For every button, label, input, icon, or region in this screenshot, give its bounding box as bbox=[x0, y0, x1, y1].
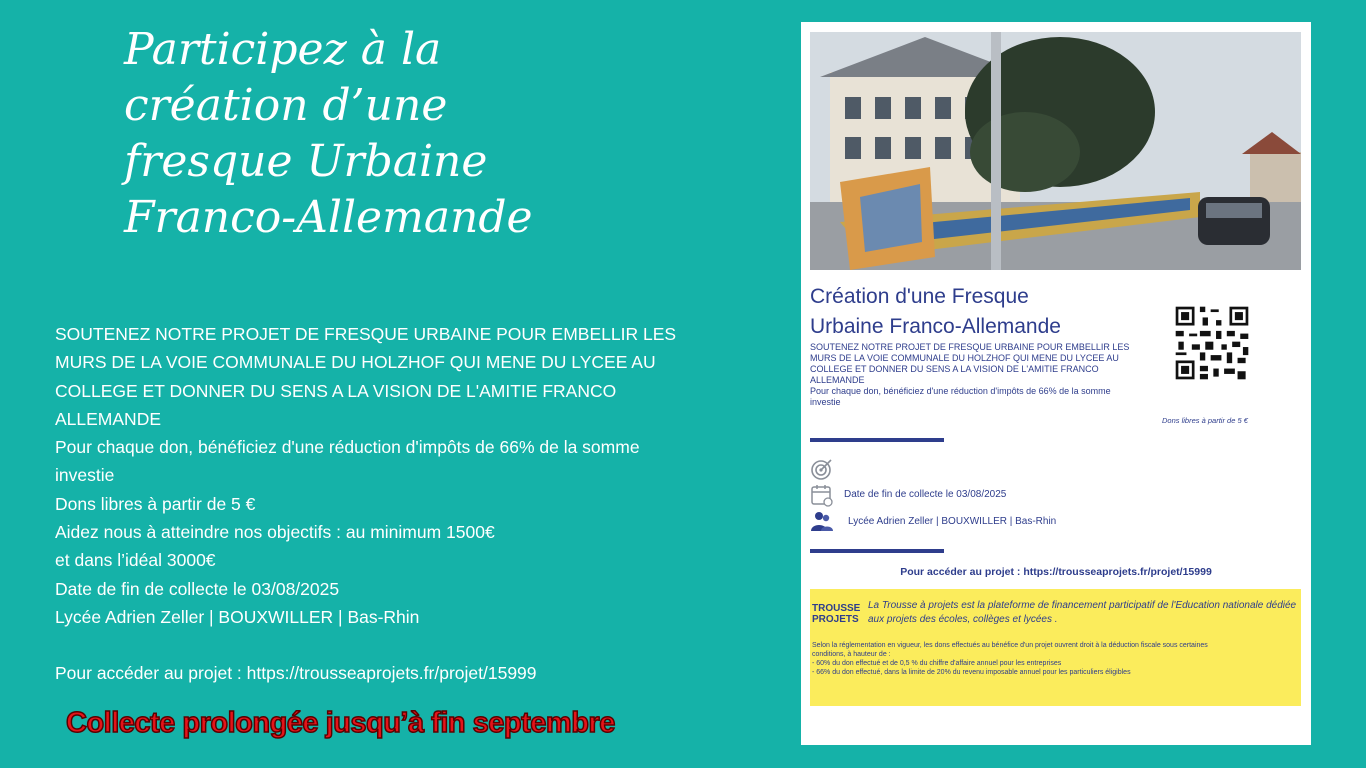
street-photo-illustration bbox=[810, 32, 1301, 270]
trousse-description: La Trousse à projets est la plateforme de financement participatif de l'Education nationale dédiée aux projets des écoles, collèges et lycées . bbox=[868, 600, 1297, 625]
tax-notice bbox=[812, 641, 1297, 677]
headline-line: création d’une bbox=[124, 80, 448, 131]
lycee-text: Lycée Adrien Zeller | BOUXWILLER | Bas-Rhin bbox=[848, 516, 1057, 527]
tax-notice-line: - 60% du don effectué et de 0,5 % du chiffre d'affaire annuel pour les entreprises bbox=[812, 660, 1062, 667]
target-icon bbox=[810, 457, 834, 481]
extension-banner: Collecte prolongée jusqu’à fin septembre bbox=[66, 707, 615, 739]
description-line: MURS DE LA VOIE COMMUNALE DU HOLZHOF QUI MENE DU LYCEE AU bbox=[55, 352, 656, 373]
tax-notice-line: - 66% du don effectué, dans la limite de 20% du revenu imposable annuel pour les particuliers éligibles bbox=[812, 669, 1131, 676]
tax-notice-line: conditions, à hauteur de : bbox=[812, 651, 891, 658]
description-line: et dans l’idéal 3000€ bbox=[55, 550, 216, 571]
description-line: investie bbox=[55, 465, 115, 486]
divider bbox=[810, 549, 944, 553]
description-line: SOUTENEZ NOTRE PROJET DE FRESQUE URBAINE POUR EMBELLIR LES bbox=[55, 324, 677, 344]
logo-line: TROUSSE bbox=[812, 603, 861, 614]
trousse-info-box bbox=[810, 589, 1301, 706]
headline-line: Franco-Allemande bbox=[124, 192, 533, 243]
poster-title-line: Urbaine Franco-Allemande bbox=[810, 315, 1061, 338]
poster-title-line: Création d'une Fresque bbox=[810, 285, 1029, 308]
qr-code-icon bbox=[1171, 304, 1253, 382]
date-text: Date de fin de collecte le 03/08/2025 bbox=[844, 489, 1007, 500]
users-icon bbox=[810, 509, 834, 533]
description-line: COLLEGE ET DONNER DU SENS A LA VISION DE L'AMITIE FRANCO bbox=[55, 380, 617, 401]
poster-description-line: Pour chaque don, bénéficiez d'une réduction d'impôts de 66% de la somme bbox=[810, 386, 1111, 396]
poster-description-line: MURS DE LA VOIE COMMUNALE DU HOLZHOF QUI MENE DU LYCEE AU bbox=[810, 353, 1119, 363]
description-line: Dons libres à partir de 5 € bbox=[55, 493, 256, 514]
headline bbox=[124, 22, 684, 246]
description-line: Date de fin de collecte le 03/08/2025 bbox=[55, 578, 340, 599]
street-photo bbox=[810, 32, 1301, 270]
description-line: ALLEMANDE bbox=[55, 408, 162, 429]
poster-description-line: COLLEGE ET DONNER DU SENS A LA VISION DE L'AMITIE FRANCO bbox=[810, 364, 1099, 374]
poster-description bbox=[810, 342, 1170, 408]
headline-line: Participez à la bbox=[124, 24, 442, 75]
project-link-text: Pour accéder au projet : https://trousseaprojets.fr/projet/15999 bbox=[55, 663, 537, 684]
poster bbox=[801, 22, 1311, 745]
poster-project-link[interactable]: Pour accéder au projet : https://trousseaprojets.fr/projet/15999 bbox=[900, 566, 1212, 578]
tax-notice-line: Selon la réglementation en vigueur, les dons effectués au bénéfice d'un projet ouvrent droit à la déduction fiscale sous certaines bbox=[812, 642, 1208, 649]
poster-title bbox=[810, 282, 1061, 342]
spacer bbox=[55, 631, 755, 659]
poster-description-line: ALLEMANDE bbox=[810, 375, 865, 385]
description-line: Aidez nous à atteindre nos objectifs : au minimum 1500€ bbox=[55, 522, 495, 543]
description-line: Pour chaque don, bénéficiez d'une réduction d'impôts de 66% de la somme bbox=[55, 437, 640, 458]
trousse-logo bbox=[812, 603, 862, 631]
dons-note: Dons libres à partir de 5 € bbox=[1162, 416, 1248, 425]
description bbox=[55, 320, 755, 688]
poster-description-line: investie bbox=[810, 397, 841, 407]
objectives-text bbox=[844, 457, 1164, 469]
divider bbox=[810, 438, 944, 442]
calendar-icon bbox=[810, 483, 834, 507]
description-line: Lycée Adrien Zeller | BOUXWILLER | Bas-Rhin bbox=[55, 606, 420, 627]
logo-line: PROJETS bbox=[812, 614, 859, 625]
headline-line: fresque Urbaine bbox=[124, 136, 488, 187]
poster-description-line: SOUTENEZ NOTRE PROJET DE FRESQUE URBAINE POUR EMBELLIR LES bbox=[810, 342, 1130, 352]
